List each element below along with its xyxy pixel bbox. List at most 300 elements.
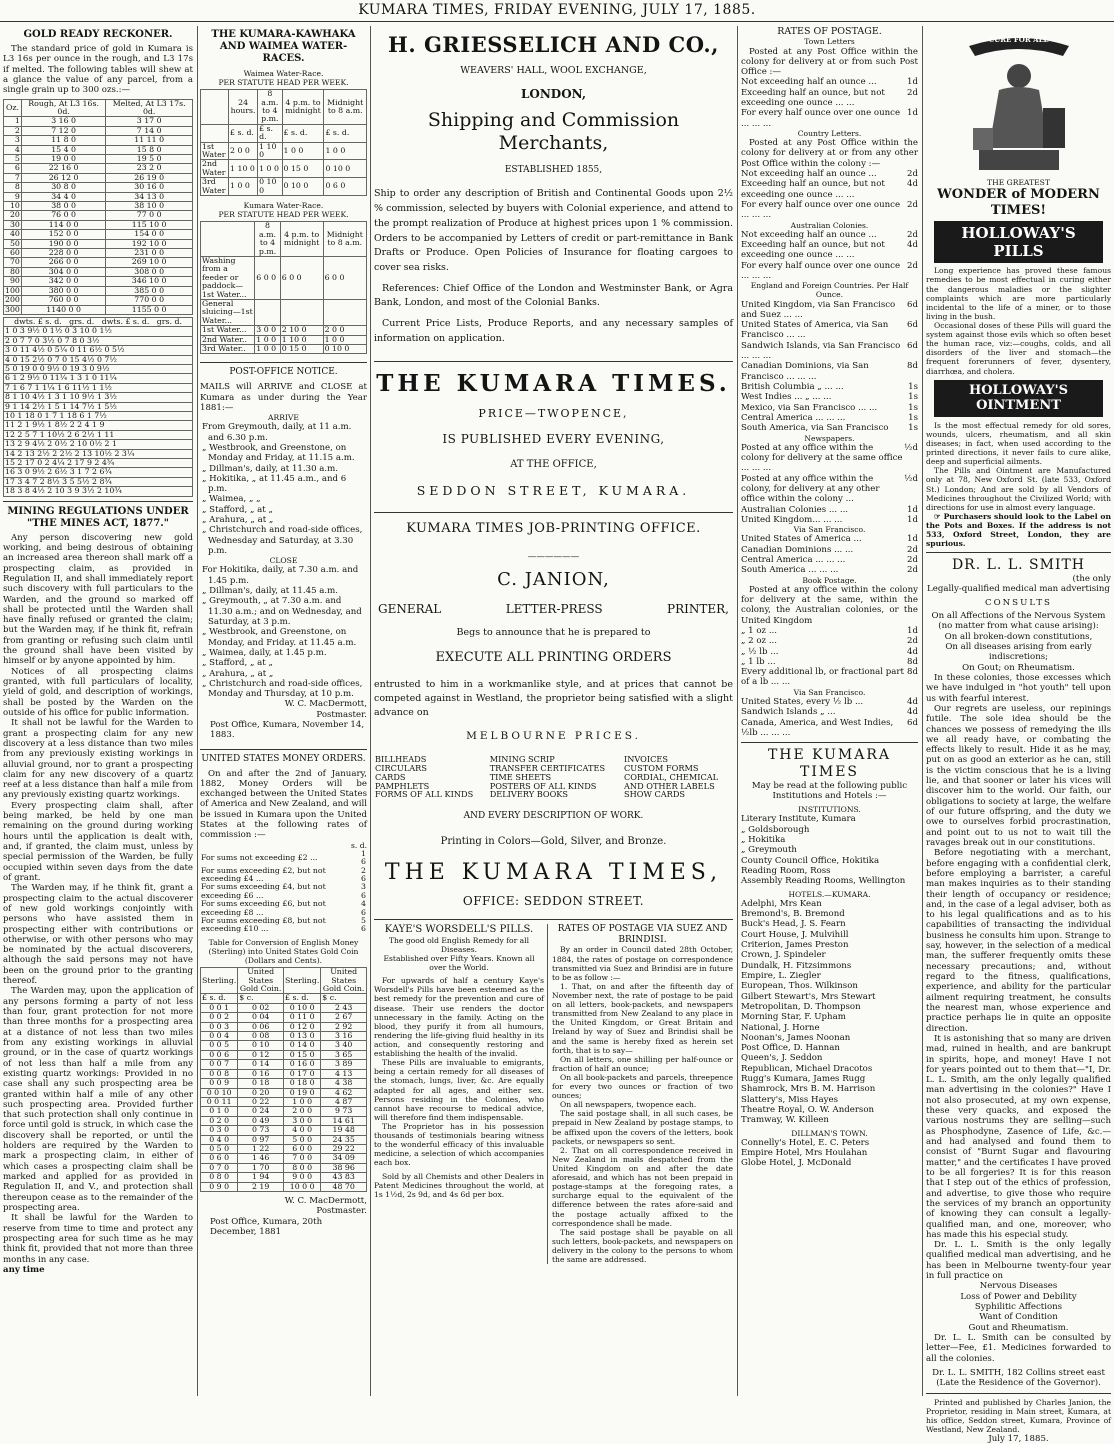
table-cell: 19 48	[321, 1126, 367, 1135]
rate-label: Not exceeding half an ounce ...	[741, 169, 877, 180]
table-cell: 4 6	[361, 899, 366, 917]
table-row	[4, 346, 193, 355]
table-cell: 4 13	[321, 1069, 367, 1078]
table-cell: 0 0 9	[201, 1079, 238, 1088]
rate-row	[741, 565, 918, 575]
table-cell: 70	[4, 258, 22, 267]
list-item: National, J. Horne	[741, 1022, 820, 1033]
rate-value: 6d	[907, 320, 918, 331]
table-cell: 0 18	[238, 1079, 284, 1088]
table-row	[201, 1060, 367, 1069]
table-cell: For sums exceeding £4, but not exceeding £6 ...	[201, 882, 326, 900]
rate-row	[741, 505, 918, 515]
table-row	[4, 440, 193, 449]
table-cell: 1140 0 0	[21, 305, 105, 314]
pills-badge: HOLLOWAY'S PILLS	[934, 221, 1103, 263]
table-cell: 1 10 0	[280, 335, 323, 344]
rate-label: Central America ... ... ...	[741, 554, 846, 565]
holloway-figure	[959, 28, 1079, 178]
rate-value: 8d	[907, 656, 918, 667]
list-item: Court House, J. Mulvihill	[741, 929, 849, 940]
table-cell: 29 22	[321, 1144, 367, 1153]
table-row	[201, 160, 367, 178]
table-cell: 0 0 7	[201, 1060, 238, 1069]
table-cell: 34 09	[321, 1154, 367, 1163]
list-item: Empire Hotel, Mrs Houlahan	[741, 1148, 868, 1159]
table-cell: 0 15 0	[282, 160, 324, 178]
list-item: „ Dillman's, daily, at 11.30 a.m.	[202, 463, 339, 474]
rate-row	[741, 647, 918, 657]
table-row	[4, 145, 193, 154]
table-cell: 0 5 0	[201, 1144, 238, 1153]
table-cell: 26 19 0	[106, 173, 193, 182]
table-cell: 231 0 0	[106, 249, 193, 258]
table-row	[200, 867, 367, 884]
table-cell: 10 1 18 0 1 7 1 18 6 1 7½	[4, 411, 193, 420]
table-cell: 48 70	[321, 1182, 367, 1191]
rate-value: 2d	[907, 199, 918, 210]
table-cell: 16 3 0 9½ 2 6½ 3 1 7 2 6¾	[4, 468, 193, 477]
table-cell: 2 19	[238, 1182, 284, 1191]
table-cell: 0 14 0	[284, 1041, 321, 1050]
list-item: County Council Office, Hokitika	[741, 855, 880, 866]
table-cell: 0 2 0	[201, 1116, 238, 1125]
table-row	[4, 220, 193, 229]
table-cell: 0 19 0	[284, 1088, 321, 1097]
rate-value: 2d	[907, 229, 918, 240]
table-cell: BILLHEADS	[375, 753, 427, 764]
table-cell: 18 3 8 4½ 2 10 3 9 3½ 2 10¾	[4, 487, 193, 496]
rate-label: West Indies ... „ ... ...	[741, 392, 832, 403]
list-item: Gilbert Stewart's, Mrs Stewart	[741, 991, 876, 1002]
table-cell: 154 0 0	[106, 230, 193, 239]
table-cell: 380 0 0	[21, 286, 105, 295]
paragraph: The Warden may, if he think fit, grant a prospecting claim to the actual discoverer of new gold workings conjointly with persons who have assisted them in prospecting either with contributions or otherwise, or with other persons who may be nominated by the actual discoverers, although the said persons may not have been on the ground prior to the granting thereof.	[3, 883, 193, 987]
table-cell: 3 17 0	[106, 117, 193, 126]
table-cell: 1 70	[238, 1163, 284, 1172]
mining-body	[3, 533, 193, 1265]
table-cell: PAMPHLETS	[375, 780, 430, 791]
rate-value: 2d	[907, 636, 918, 647]
rate-value: 6d	[907, 717, 918, 728]
table-cell: 0 10 0	[324, 160, 367, 178]
list-item: Criterion, James Preston	[741, 940, 849, 950]
table-cell: 0 1 0	[201, 1107, 238, 1116]
rate-row	[741, 707, 918, 717]
table-cell: POSTERS OF ALL KINDS	[489, 780, 597, 791]
rate-row	[741, 555, 918, 565]
rate-value: 2d	[907, 544, 918, 555]
holloway-banner: CURE FOR ALL	[988, 35, 1049, 44]
table-cell: 30 16 0	[106, 183, 193, 192]
rate-value: 2d	[907, 565, 918, 576]
table-cell: 192 10 0	[106, 239, 193, 248]
table-cell: 342 0 0	[21, 277, 105, 286]
table-row	[201, 1173, 367, 1182]
table-cell: 4	[4, 145, 22, 154]
table-cell: 20	[4, 211, 22, 220]
table-cell: 4 62	[321, 1088, 367, 1097]
rate-row	[741, 200, 918, 221]
table-cell: For sums exceeding £6, but not exceeding £8 ...	[201, 899, 326, 917]
rate-value: 2d	[907, 87, 918, 98]
table-cell: 1 0 0	[255, 335, 280, 344]
table-cell: 12 2 5 7 1 10½ 2 6 2½ 1 11	[4, 430, 193, 439]
rate-value: 1d	[907, 534, 918, 545]
table-cell: 3rd Water	[201, 178, 229, 196]
list-item: Buck's Head, J. S. Fearn	[741, 919, 846, 930]
table-row	[4, 296, 193, 305]
table-cell: 2 6	[361, 865, 366, 884]
table-cell: 14 2 13 2½ 2 2½ 2 13 10½ 2 3¼	[4, 449, 193, 458]
list-item: „ Waimea, daily, at 1.45 p.m.	[202, 647, 327, 658]
table-cell: 228 0 0	[21, 249, 105, 258]
rate-label: „ 1 lb ...	[741, 656, 776, 667]
table-cell: 6 0 0	[284, 1144, 321, 1153]
table-cell: 0 04	[238, 1013, 284, 1022]
rate-value: 2d	[907, 260, 918, 271]
table-row	[201, 178, 367, 196]
table-cell: 5	[4, 155, 22, 164]
table-cell: 9	[4, 192, 22, 201]
table-cell: 34 4 0	[21, 192, 105, 201]
list-item: On all diseases arising from early indiscretions;	[945, 642, 1092, 663]
table-cell: 1 22	[238, 1144, 284, 1153]
table-cell: 40	[4, 230, 22, 239]
table-cell: 7 1 6 7 1 1¼ 1 6 11½ 1 1½	[4, 383, 193, 392]
table-row	[200, 900, 367, 917]
rate-label: Exceeding half an ounce, but not exceeding one ounce ... ...	[741, 179, 885, 200]
rate-value: 1d	[907, 514, 918, 525]
table-cell: 50	[4, 239, 22, 248]
table-row	[201, 1079, 367, 1088]
table-cell: 770 0 0	[106, 296, 193, 305]
list-item: Post Office, D. Hannan	[741, 1043, 840, 1054]
table-cell: 38 96	[321, 1163, 367, 1172]
rate-value: ½d	[904, 442, 918, 453]
table-cell: 2 10 0	[280, 326, 323, 335]
table-cell: 100	[5, 285, 20, 295]
table-cell: 38 0 0	[21, 202, 105, 211]
list-item: Bremond's, B. Bremond	[741, 909, 845, 920]
table-cell: 0 0 3	[201, 1022, 238, 1031]
rate-row	[741, 179, 918, 200]
table-row	[201, 1182, 367, 1191]
table-cell: 1 0 0	[323, 335, 366, 344]
table-cell: 3 0 0	[284, 1116, 321, 1125]
list-item: „ Christchurch and road-side offices, Wednesday and Saturday, at 3.30 p.m.	[202, 525, 363, 556]
table-cell: 15 8 0	[106, 145, 193, 154]
rate-label: Every additional lb, or fractional part of a lb ... ...	[741, 667, 904, 688]
list-item: Reading Room, Ross	[741, 866, 831, 877]
rate-label: Sandwich Islands, via San Francisco ... ... ...	[741, 340, 901, 362]
conversion-table: Sterling. United States Gold Coin. Sterling. United States Gold Coin. £ s. d. $ c. £ s. d. $ c. 0 0 1 0 02 0 10 0 2 43 0 0 2 0 04 0 11 0 2 67 0 0 3 0 06 0 12 0 2 92 0 0 4 0 08 0 13 0 3 16 0 0 5 0 10 0 14 0 3 40 0 0 6 0 12 0 15 0 3 65 0 0 7 0 14 0 16 0 3 89 0 0 8 0 16 0 17 0 4 13 0 0 9 0 18 0 18 0 4 38 0 0 10 0 20 0 19 0 4 62 0 0 11 0 22 1 0 0 4 87 0 1 0 0 24 2 0 0 9 73 0 2 0 0 49 3 0 0 14 61 0 3 0 0 73 4 0 0 19 48 0 4 0 0 97 5 0 0 24 35 0 5 0 1 22 6 0 0 29 22 0 6 0 1 46 7 0 0 34 09 0 7 0 1 70 8 0 0 38 96 0 8 0 1 94 9 0 0 43 83 0 9 0 2 19 10 0 0 48 70	[200, 967, 367, 1192]
table-cell: 38 10 0	[106, 202, 193, 211]
dwt-table: dwts. £ s. d. grs. d. dwts. £ s. d. grs. d. 1 0 3 9½ 0 1½ 0 3 10 0 1½ 2 0 7 7 0 3½ 0 7 8 0 3½ 3 0 11 4½ 0 5¼ 0 11 6½ 0 5½ 4 0 15 2½ 0 7 0 15 4½ 0 7½ 5 0 19 0 0 9½ 0 19 3 0 9½ 6 1 2 9½ 0 11¼ 1 3 1 0 11¼ 7 1 6 7 1 1¼ 1 6 11½ 1 1½ 8 1 10 4½ 1 3 1 10 9½ 1 3½ 9 1 14 2½ 1 5 1 14 7½ 1 5½ 10 1 18 0 1 7 1 18 6 1 7½ 11 2 1 9½ 1 8½ 2 2 4 1 9 12 2 5 7 1 10½ 2 6 2½ 1 11 13 2 9 4½ 2 0½ 2 10 0½ 2 1 14 2 13 2½ 2 2½ 2 13 10½ 2 3¼ 15 2 17 0 2 4¼ 2 17 9 2 4¾ 16 3 0 9½ 2 6½ 3 1 7 2 6¾ 17 3 4 7 2 8½ 3 5 5½ 2 8¾ 18 3 8 4½ 2 10 3 9 3½ 2 10¾	[3, 317, 193, 497]
table-cell: 1 0 0	[258, 160, 282, 178]
table-cell: 200	[5, 295, 20, 305]
rate-value: ½d	[904, 473, 918, 484]
table-cell: 0 13 0	[284, 1032, 321, 1041]
janion-name: C. JANION,	[497, 568, 610, 590]
table-cell: 11 11 0	[106, 136, 193, 145]
table-cell: 1 0 0	[229, 178, 258, 196]
table-cell: 14 61	[321, 1116, 367, 1125]
rate-label: South America, via San Francisco	[741, 423, 889, 434]
rate-label: Central America ... ... ...	[741, 412, 846, 423]
table-row	[4, 155, 193, 164]
rate-value: 1s	[908, 402, 918, 413]
table-cell: 0 11 0	[284, 1013, 321, 1022]
table-cell: 3 89	[321, 1060, 367, 1069]
table-cell: 0 0 8	[201, 1069, 238, 1078]
paragraph: It shall not be lawful for the Warden to grant a prospecting claim for any new discovery at a less distance than two miles from any previously existing workings in alluvial ground, nor to grant a prospecting claim for any new discovery of a quartz reef at a less distance than half a mile from any previously existing quartz workings.	[3, 718, 193, 801]
list-item: „ Stafford, „ at „	[202, 504, 273, 515]
table-row	[200, 883, 367, 900]
table-cell: AND OTHER LABELS	[624, 780, 715, 791]
rate-label: Not exceeding half an ounce ...	[741, 77, 877, 88]
gold-title: GOLD READY RECKONER.	[23, 29, 173, 40]
table-cell: 1	[4, 117, 22, 126]
table-cell: 26 12 0	[21, 173, 105, 182]
table-cell: 0 12 0	[284, 1022, 321, 1031]
table-cell: 10	[4, 202, 22, 211]
table-cell: 2	[4, 126, 22, 135]
rate-row	[741, 667, 918, 688]
table-cell: 15 4 0	[21, 145, 105, 154]
table-cell: 0 18 0	[284, 1079, 321, 1088]
rate-value: 2d	[907, 169, 918, 180]
table-cell: 7	[4, 173, 22, 182]
list-item: Dundalk, H. Fitzsimmons	[741, 960, 852, 971]
table-cell: 0 02	[238, 1003, 284, 1012]
suez-rates: RATES OF POSTAGE VIA SUEZ AND BRINDISI. By an order in Council dated 28th October, 1884, the rates of postage on correspondence transmitted via Suez and Brindisi are in future to be as follow :— 1. That, on and after the fifteenth day of November next, the rate of postage to be paid on all letters, book-packets, and newspapers transmitted from New Zealand to any place in the United Kingdom, or Great Britain and Ireland by way of Suez and Brindisi shall be and the same is hereby fixed as herein set forth, that is to say— On all letters, one shilling per half-ounce or fraction of half an ounce; On all book-packets and parcels, threepence for every two ounces or fraction of two ounces; On all newspapers, twopence each. The said postage shall, in all such cases, be prepaid in New Zealand by postage stamps, to be affixed upon the covers of the letters, book packets, or newspapers so sent. 2. That on all correspondence received in New Zealand in mails despatched from the United Kingdom on and after the date aforesaid, and which has not been prepaid in postage-stamps at the foregoing rates, a surcharge equal to the equivalent of the difference between the rates afore-said and the postage actually affixed to the correspondence shall be made. The said postage shall be payable on all such letters, book-packets, and newspapers on delivery in the colony to the persons to whom the same are addressed.	[552, 923, 733, 1265]
rate-label: United States of America ...	[741, 534, 862, 545]
table-cell: 1 0 0	[324, 142, 367, 160]
table-cell: 266 0 0	[21, 258, 105, 267]
table-cell: 1st Water...	[201, 326, 255, 335]
table-cell: 0 14	[238, 1060, 284, 1069]
list-item: On all broken-down constitutions,	[944, 631, 1093, 642]
list-item: Noonan's, James Noonan	[741, 1032, 851, 1043]
table-cell: 0 9 0	[201, 1182, 238, 1191]
list-item: „ Waimea, „ „	[202, 494, 261, 505]
money-title: UNITED STATES MONEY ORDERS.	[201, 753, 366, 764]
list-item: Connelly's Hotel, E. C. Peters	[741, 1137, 870, 1148]
table-cell: 0 0 11	[201, 1097, 238, 1106]
kumara-times-title: THE KUMARA TIMES.	[376, 369, 731, 397]
rate-row	[741, 382, 918, 392]
rate-value: 1s	[908, 412, 918, 423]
list-item: For Hokitika, daily, at 7.30 a.m. and 1.45 p.m.	[202, 565, 359, 586]
table-cell: 0 0 10	[201, 1088, 238, 1097]
table-cell: 10 0 0	[284, 1182, 321, 1191]
column-gold	[3, 26, 193, 1396]
list-item: Morning Star, F. Upham	[741, 1012, 846, 1023]
table-cell: 2 92	[321, 1022, 367, 1031]
table-cell: 1st Water	[201, 142, 229, 160]
table-cell: 6	[4, 164, 22, 173]
table-cell: MINING SCRIP	[489, 753, 555, 764]
table-cell: TRANSFER CERTIFICATES	[489, 762, 606, 773]
rate-label: Canadian Dominions, via San Francisco ... ... ...	[741, 361, 869, 382]
table-cell: 2 0 7 7 0 3½ 0 7 8 0 3½	[4, 336, 193, 345]
table-cell: 346 10 0	[106, 277, 193, 286]
gold-intro: The standard price of gold in Kumara is L3 16s per ounce in the rough, and L3 17s if melted. The following tables will shew at a glance the value of any parcel, from a single grain up to 300 ozs.:—	[3, 44, 193, 96]
rate-row	[741, 423, 918, 433]
list-item: Shamrock, Mrs B. M. Harrison	[741, 1084, 876, 1095]
table-row	[4, 230, 193, 239]
rate-value: 6d	[907, 340, 918, 351]
table-cell: 4 38	[321, 1079, 367, 1088]
table-cell: 2nd Water..	[201, 335, 255, 344]
table-row	[4, 487, 193, 496]
table-row	[201, 345, 367, 354]
rate-label: United Kingdom... ... ...	[741, 514, 843, 525]
table-row	[201, 142, 367, 160]
smith-name: DR. L. L. SMITH	[951, 557, 1086, 574]
rate-value: 1s	[908, 423, 918, 434]
table-cell: 1 0 0	[255, 345, 280, 354]
list-item: „ Dillman's, daily, at 11.45 a.m.	[202, 586, 339, 597]
table-cell: 17 3 4 7 2 8½ 3 5 5½ 2 8¾	[4, 477, 193, 486]
rate-value: 4d	[907, 646, 918, 657]
table-cell: 0 10 0	[282, 178, 324, 196]
water-title: THE KUMARA-KAWHAKA AND WAIMEA WATER-RACES.	[211, 29, 356, 64]
table-row	[201, 1154, 367, 1163]
list-item: „ Arahura, „ at „	[202, 515, 274, 526]
table-cell: 3rd Water..	[201, 345, 255, 354]
kumara-race-table: 8 a.m. to 4 p.m. 4 p.m. to midnight Midnight to 8 a.m. Washing from a feeder or paddock—1st Water... 6 0 0 6 0 0 6 0 0 General sluicing—1st Water... 1st Water... 3 0 0 2 10 0 2 0 0 2nd Water.. 1 0 0 1 10 0 1 0 0 3rd Water.. 1 0 0 0 15 0 0 10 0	[200, 221, 367, 354]
table-cell: 3 40	[321, 1041, 367, 1050]
rate-value: 4d	[907, 179, 918, 190]
griesselich-name: H. GRIESSELICH AND CO.,	[388, 32, 719, 57]
list-item: „ Arahura, „ at „	[202, 668, 274, 679]
table-row	[4, 258, 193, 267]
table-cell: 19 5 0	[106, 155, 193, 164]
rate-label: Posted at any office within the colony, for delivery at any other office within the colony ...	[741, 473, 880, 505]
list-item: „ Goldsborough	[741, 824, 810, 835]
table-cell: 23 2 0	[106, 164, 193, 173]
table-cell: 0 73	[238, 1126, 284, 1135]
table-cell: 1 46	[238, 1154, 284, 1163]
table-row	[4, 374, 193, 383]
rate-row	[741, 392, 918, 402]
table-cell: CORDIAL, CHEMICAL	[624, 771, 719, 782]
table-cell: 6 1 2 9½ 0 11¼ 1 3 1 0 11¼	[4, 374, 193, 383]
list-item: Rugg's Kumara, James Rugg	[741, 1074, 866, 1085]
table-cell: 9 1 14 2½ 1 5 1 14 7½ 1 5½	[4, 402, 193, 411]
table-cell: 5 0 19 0 0 9½ 0 19 3 0 9½	[4, 364, 193, 373]
table-cell: 0 0 6	[201, 1050, 238, 1059]
rate-label: United States of America, via San Francisco ... ...	[741, 320, 889, 341]
table-cell: 3 65	[321, 1050, 367, 1059]
ointment-badge: HOLLOWAY'S OINTMENT	[934, 380, 1103, 417]
table-cell: 0 06	[238, 1022, 284, 1031]
rate-label: „ 1 oz ...	[741, 625, 778, 636]
rate-row	[741, 534, 918, 544]
table-cell: 0 24	[238, 1107, 284, 1116]
list-item: Crown, J. Spindeler	[741, 950, 826, 961]
table-cell: 0 15 0	[280, 345, 323, 354]
rate-label: British Columbia „ ... ...	[741, 382, 844, 392]
rate-label: Not exceeding half an ounce ...	[741, 229, 877, 240]
table-cell: For sums exceeding £8, but not exceeding £10 ...	[201, 916, 326, 934]
gold-table: Oz. Rough, At L3 16s. 0d. Melted, At L3 17s. 0d. 1 3 16 0 3 17 0 2 7 12 0 7 14 0 3 11 8 0 11 11 0 4 15 4 0 15 8 0 5 19 0 0 19 5 0 6 22 16 0 23 2 0 7 26 12 0 26 19 0 8 30 8 0 30 16 0 9 34 4 0 34 13 0 10 38 0 0 38 10 0 20 76 0 0 77 0 0 30 114 0 0 115 10 0 40 152 0 0 154 0 0 50 190 0 0 192 10 0 60 228 0 0 231 0 0 70 266 0 0 269 10 0 80 304 0 0 308 0 0 90 342 0 0 346 10 0 100 380 0 0 385 0 0 200 760 0 0 770 0 0 300 1140 0 0 1155 0 0	[3, 99, 193, 315]
table-cell: 3 0 11 4½ 0 5¼ 0 11 6½ 0 5½	[4, 346, 193, 355]
rate-value: 4d	[907, 696, 918, 707]
table-cell: 11 8 0	[21, 136, 105, 145]
rate-label: South America ... ... ...	[741, 565, 839, 576]
list-item: Tramway, W. Killeen	[741, 1115, 829, 1126]
list-item: Loss of Power and Debility	[960, 1291, 1077, 1302]
table-row	[201, 326, 367, 335]
table-row	[4, 183, 193, 192]
table-cell: 0 16 0	[284, 1060, 321, 1069]
table-cell: 0 0 4	[201, 1032, 238, 1041]
table-cell: 3 16	[321, 1032, 367, 1041]
paragraph: Every prospecting claim shall, after being marked, be held by one man remaining on the ground during working hours until the application is dealt with, and, if granted, the claim must, unless by special permission of the Warden, be fully occupied within seven days from the date of grant.	[3, 800, 193, 883]
table-cell: TIME SHEETS	[489, 771, 552, 782]
table-cell: 7 0 0	[284, 1154, 321, 1163]
rate-value: 1d	[907, 108, 918, 119]
rate-row	[741, 474, 918, 505]
table-cell: 0 20	[238, 1088, 284, 1097]
rate-value: 1d	[907, 77, 918, 88]
table-cell: 0 12	[238, 1050, 284, 1059]
table-cell: 8	[4, 183, 22, 192]
rate-row	[741, 240, 918, 261]
rate-label: For every half ounce over one ounce ... ... ...	[741, 108, 901, 129]
table-row	[4, 211, 193, 220]
table-cell: 0 10 0	[323, 345, 366, 354]
table-cell: 24 35	[321, 1135, 367, 1144]
table-cell: 5 6	[361, 916, 366, 934]
table-cell: 4 87	[321, 1097, 367, 1106]
any-time: any time	[3, 1264, 45, 1275]
list-item: „ Stafford, „ at „	[202, 658, 273, 669]
table-cell: 4 0 0	[284, 1126, 321, 1135]
table-cell: 2 0 0	[323, 326, 366, 335]
rate-row	[741, 413, 918, 423]
rate-row	[741, 88, 918, 109]
table-cell: 1155 0 0	[106, 305, 193, 314]
table-row	[4, 202, 193, 211]
rate-label: Australian Colonies ... ...	[741, 504, 849, 515]
rate-label: Posted at any office within the colony for delivery at the same office ... ... ...	[741, 442, 903, 474]
table-cell: 308 0 0	[106, 267, 193, 276]
table-cell: 8 1 10 4½ 1 3 1 10 9½ 1 3½	[4, 393, 193, 402]
rate-value: 8d	[907, 361, 918, 372]
table-cell: 2 43	[321, 1003, 367, 1012]
table-cell: 385 0 0	[106, 286, 193, 295]
rates-title: RATES OF POSTAGE.	[777, 26, 882, 37]
table-cell: 0 6 0	[324, 178, 367, 196]
rate-row	[741, 261, 918, 282]
table-row	[201, 1126, 367, 1135]
table-cell: 90	[4, 277, 22, 286]
table-cell: 2 0 0	[284, 1107, 321, 1116]
table-cell: 7 14 0	[106, 126, 193, 135]
table-cell: 190 0 0	[21, 239, 105, 248]
table-row	[4, 305, 193, 314]
table-cell: For sums not exceeding £2 ...	[201, 853, 318, 863]
list-item: On all Affections of the Nervous System (no matter from what cause arising):	[931, 611, 1106, 632]
rate-label: United Kingdom, via San Francisco and Suez ... ...	[741, 299, 896, 320]
rate-row	[741, 77, 918, 87]
paragraph: The Warden may, upon the application of any persons forming a party of not less than four, grant protection for not more than three months for a prospecting area at a distance of not less than two miles from any existing workings in alluvial ground, or in the case of quartz workings of not less than half a mile from any existing quartz workings: Provided in no case shall any such prospecting area be granted within half a mile of any other such prospecting area. Provided further that such protection shall only continue in force until gold is struck, in which case the discovery shall be reported, or until the holders are required by the Warden to mark a prospecting claim, in either of which cases a prospecting claim shall be marked and applied for as provided in Regulation II, and V., and protection shall thereupon cease as to the remainder of the prospecting area.	[3, 986, 193, 1213]
table-cell: 30 8 0	[21, 183, 105, 192]
